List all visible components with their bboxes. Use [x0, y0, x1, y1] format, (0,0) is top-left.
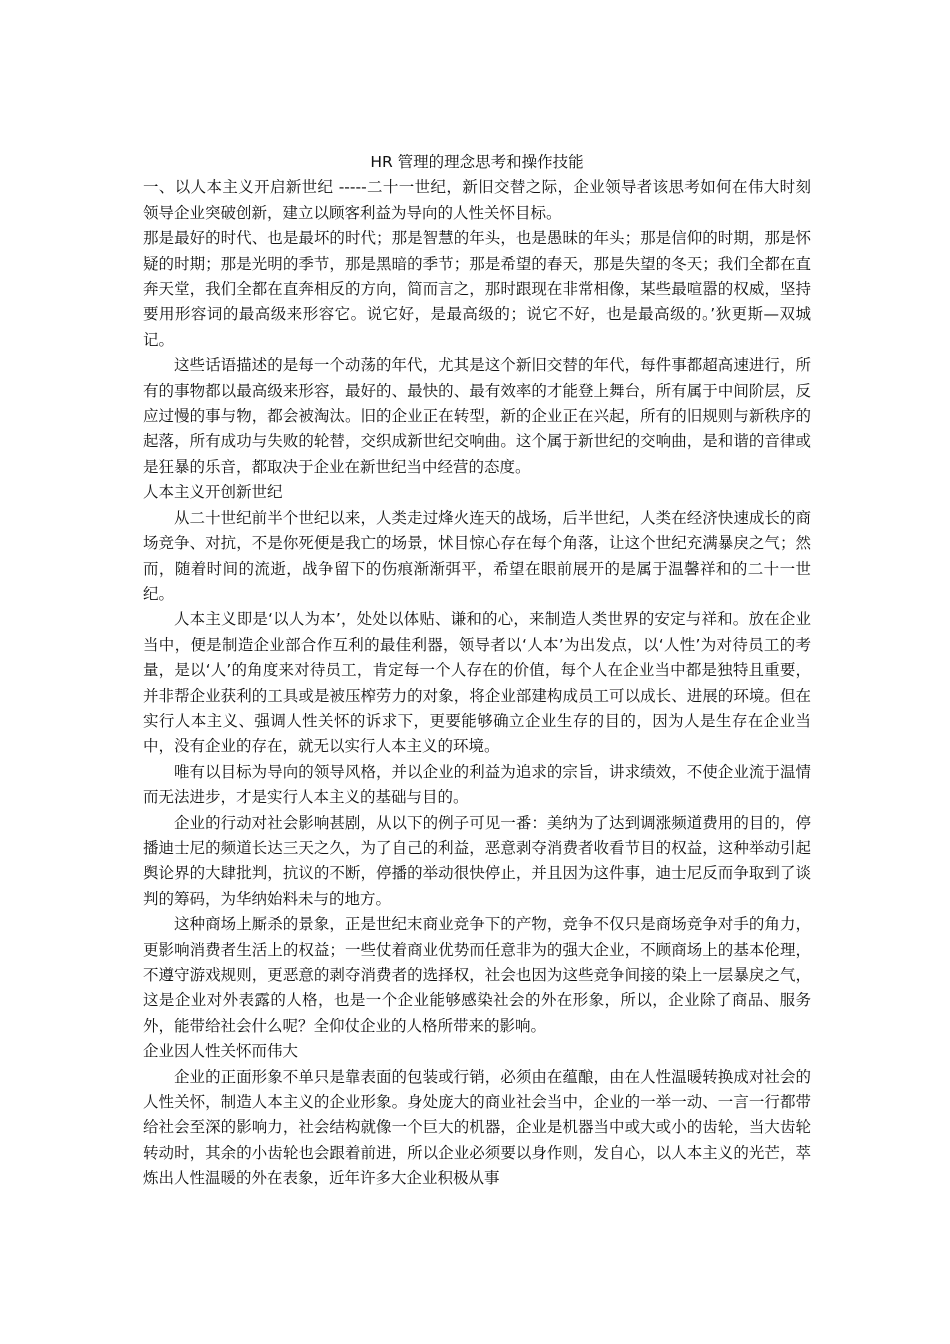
paragraph-intro: 一、以人本主义开启新世纪 -----二十一世纪，新旧交替之际，企业领导者该思考如何在伟大时刻领导企业突破创新，建立以顾客利益为导向的人性关怀目标。: [143, 178, 811, 222]
document-title: HR 管理的理念思考和操作技能: [370, 153, 584, 171]
section-heading-human-care: 企业因人性关怀而伟大: [143, 1042, 299, 1061]
paragraph-disney-example: 企业的行动对社会影响甚剧，从以下的例子可见一番：美纳为了达到调涨频道费用的目的，停播迪士尼的频道长达三天之久，为了自己的利益，恶意剥夺消费者收看节目的权益，这种举动引起舆论界的大肆批判，抗议的不断，停播的举动很快停止，并且因为这件事，迪士尼反而争取到了谈判的筹码，为华纳始料未与的地方。: [143, 813, 811, 908]
paragraph-market-competition: 这种商场上厮杀的景象，正是世纪末商业竞争下的产物，竞争不仅只是商场竞争对手的角力，更影响消费者生活上的权益；一些仗着商业优势而任意非为的强大企业，不顾商场上的基本伦理，不遵守游戏规则，更恶意的剥夺消费者的选择权，社会也因为这些竞争间接的染上一层暴戾之气，这是企业对外表露的人格，也是一个企业能够感染社会的外在形象，所以，企业除了商品、服务外，能带给社会什么呢？全仰仗企业的人格所带来的影响。: [143, 915, 811, 1035]
paragraph-twentieth-century: 从二十世纪前半个世纪以来，人类走过烽火连天的战场，后半世纪，人类在经济快速成长的商场竞争、对抗，不是你死便是我亡的场景，怵目惊心存在每个角落，让这个世纪充满暴戾之气；然而，随着时间的流逝，战争留下的伤痕渐渐弭平，希望在眼前展开的是属于温馨祥和的二十一世纪。: [143, 508, 811, 603]
paragraph-dickens-quote: 那是最好的时代、也是最坏的时代；那是智慧的年头，也是愚昧的年头；那是信仰的时期，那是怀疑的时期；那是光明的季节，那是黑暗的季节；那是希望的春天，那是失望的冬天；我们全都在直奔天堂，我们全都在直奔相反的方向，简而言之，那时跟现在非常相像，某些最喧嚣的权威，坚持要用形容词的最高级来形容它。说它好，是最高级的；说它不好，也是最高级的。’狄更斯—双城记。: [143, 229, 811, 349]
paragraph-turbulent-era: 这些话语描述的是每一个动荡的年代，尤其是这个新旧交替的年代，每件事都超高速进行，所有的事物都以最高级来形容，最好的、最快的、最有效率的才能登上舞台，所有属于中间阶层，反应过慢的事与物，都会被淘汰。旧的企业正在转型，新的企业正在兴起，所有的旧规则与新秩序的起落，所有成功与失败的轮替，交织成新世纪交响曲。这个属于新世纪的交响曲，是和谐的音律或是狂暴的乐音，都取决于企业在新世纪当中经营的态度。: [143, 356, 811, 476]
paragraph-people-oriented: 人本主义即是‘以人为本’，处处以体贴、谦和的心，来制造人类世界的安定与祥和。放在企业当中，便是制造企业部合作互利的最佳利器，领导者以‘人本’为出发点，以‘人性’为对待员工的考量，是以‘人’的角度来对待员工，肯定每一个人存在的价值，每个人在企业当中都是独特且重要，并非帮企业获利的工具或是被压榨劳力的对象，将企业部建构成员工可以成长、进展的环境。但在实行人本主义、强调人性关怀的诉求下，更要能够确立企业生存的目的，因为人是生存在企业当中，没有企业的存在，就无以实行人本主义的环境。: [143, 610, 811, 756]
paragraph-goal-oriented: 唯有以目标为导向的领导风格，并以企业的利益为追求的宗旨，讲求绩效，不使企业流于温情而无法进步，才是实行人本主义的基础与目的。: [143, 762, 811, 807]
paragraph-positive-image: 企业的正面形象不单只是靠表面的包装或行销，必须由在蕴酿，由在人性温暖转换成对社会的人性关怀，制造人本主义的企业形象。身处庞大的商业社会当中，企业的一举一动、一言一行都带给社会至深的影响力，社会结构就像一个巨大的机器，企业是机器当中或大或小的齿轮，当大齿轮转动时，其余的小齿轮也会跟着前进，所以企业必须要以身作则，发自心，以人本主义的光芒，萃炼出人性温暖的外在表象，近年许多大企业积极从事: [143, 1067, 811, 1188]
section-heading-humanism: 人本主义开创新世纪: [143, 483, 283, 502]
document-page: [143, 150, 811, 1192]
